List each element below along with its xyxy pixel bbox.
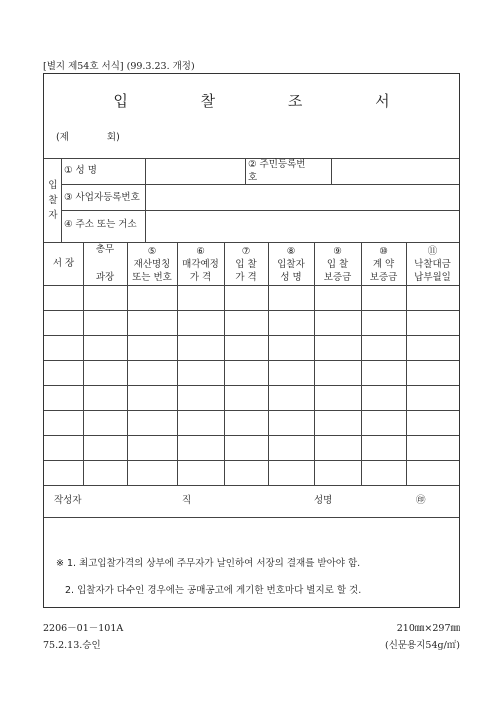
- writer-position-label: 직: [182, 495, 192, 506]
- approval-date: 75.2.13.승인: [43, 640, 101, 651]
- round-number-line: [56, 129, 120, 143]
- writer-seal-mark: ㊞: [416, 495, 426, 506]
- round-close-label: 회): [106, 132, 120, 143]
- header-col6-l1: 매각예정: [182, 259, 219, 270]
- rrn-label-1: ② 주민등록번: [248, 159, 306, 170]
- header-col9-l1: 입 찰: [326, 259, 349, 270]
- bidder-row1-line: [61, 184, 459, 185]
- header-col9-l2: 보증금: [323, 272, 352, 283]
- table-header-bottom-line: [44, 285, 459, 286]
- note-1: ※ 1. 최고입찰가격의 상부에 주무자가 날인하여 서장의 결재를 받아야 함.: [56, 558, 361, 569]
- header-chief-1: 총무: [95, 244, 115, 255]
- header-col10-num: ⑩: [379, 246, 388, 257]
- header-col11-l1: 낙찰대금: [414, 259, 451, 270]
- writer-label: 작성자: [54, 495, 82, 506]
- table-row-line-5: [44, 410, 459, 411]
- rrn-label-2: 호: [248, 172, 258, 183]
- side-char-2: 찰: [48, 195, 58, 206]
- form-title: 입 찰 조 서: [113, 92, 424, 110]
- header-col7-l1: 입 찰: [235, 259, 257, 270]
- header-col6-num: ⑥: [196, 246, 205, 257]
- header-col5-l1: 재산명칭: [133, 259, 171, 270]
- paper-size: 210㎜×297㎜: [396, 623, 460, 634]
- address-label: ④ 주소 또는 거소: [64, 219, 137, 230]
- header-col10-l2: 보증금: [369, 272, 398, 283]
- rrn-label-left-line: [245, 158, 246, 184]
- header-col7-num: ⑦: [241, 246, 251, 257]
- header-chief-2: 과장: [95, 272, 115, 283]
- header-col11-l2: 납부월일: [414, 272, 451, 283]
- form-code: 2206－01－101A: [43, 623, 124, 634]
- header-seal: 서 장: [52, 258, 75, 269]
- header-col10-l1: 계 약: [372, 259, 395, 270]
- table-row-line-1: [44, 310, 459, 311]
- header-col7-l2: 가 격: [235, 272, 257, 283]
- header-col6-l2: 가 격: [189, 272, 212, 283]
- side-char-1: 입: [48, 180, 58, 191]
- table-row-line-6: [44, 435, 459, 436]
- table-row-line-8: [44, 485, 459, 486]
- paper-spec: (신문용지54g/㎡): [385, 640, 460, 651]
- side-char-3: 자: [48, 210, 58, 221]
- header-col8-num: ⑧: [286, 246, 296, 257]
- form-label: [별지 제54호 서식] (99.3.23. 개정): [43, 61, 195, 72]
- writer-row-bottom-line: [44, 517, 459, 518]
- table-row-line-4: [44, 385, 459, 386]
- biz-number-label: ③ 사업자등록번호: [64, 192, 140, 203]
- writer-name-label: 성명: [314, 495, 333, 506]
- table-row-line-7: [44, 460, 459, 461]
- header-col5-l2: 또는 번호: [132, 272, 172, 283]
- bidder-side-label: [46, 178, 60, 223]
- note-2: 2. 입찰자가 다수인 경우에는 공매공고에 게기한 번호마다 별지로 할 것.: [65, 585, 362, 596]
- rrn-label-right-line: [331, 158, 332, 184]
- table-row-line-2: [44, 335, 459, 336]
- header-col8-l2: 성 명: [280, 272, 302, 283]
- header-col11-num: ⑪: [427, 246, 438, 257]
- bidder-row2-line: [61, 210, 459, 211]
- header-col9-num: ⑨: [333, 246, 342, 257]
- round-open-label: (제: [56, 132, 69, 143]
- bidder-side-divider: [61, 158, 62, 242]
- table-row-line-3: [44, 360, 459, 361]
- header-col5-num: ⑤: [147, 246, 157, 257]
- bid-record-form: [43, 73, 460, 608]
- bidder-label-divider: [145, 158, 146, 242]
- name-label: ① 성 명: [64, 165, 97, 176]
- header-col8-l1: 입찰자: [277, 259, 305, 270]
